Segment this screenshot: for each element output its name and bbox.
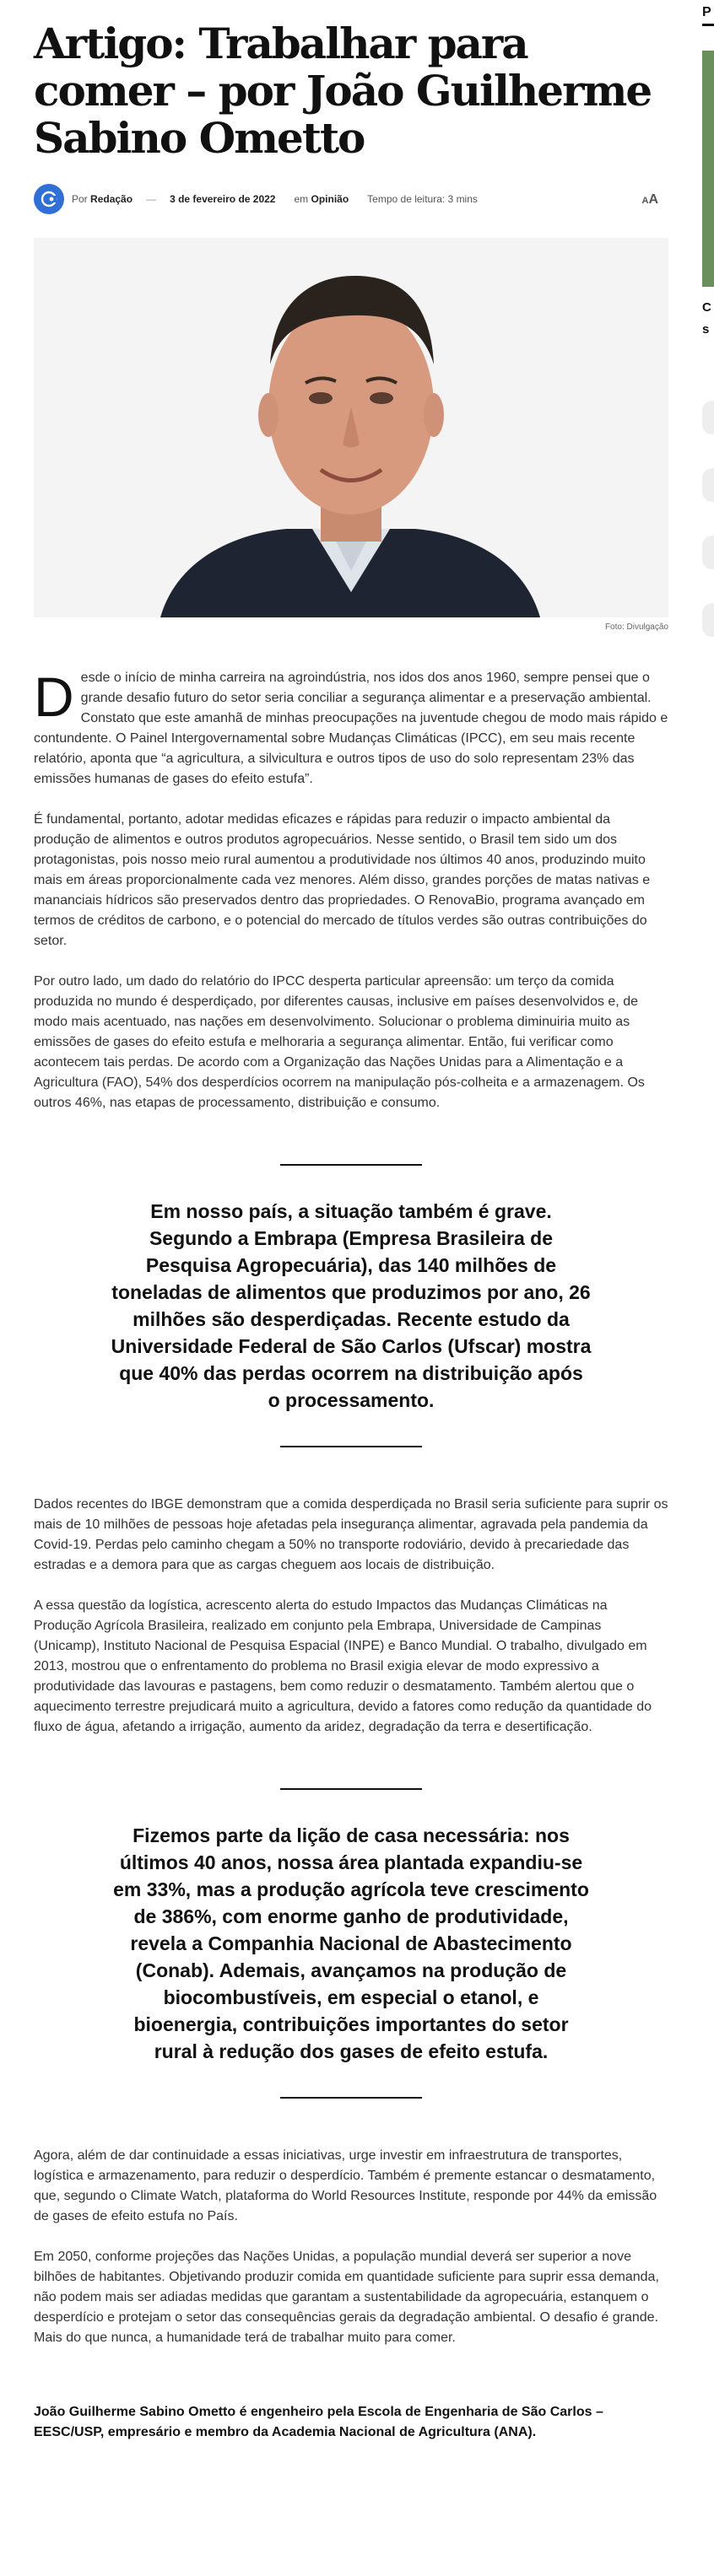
sidebar-list-thumb[interactable] [702,468,714,502]
sidebar-card-title[interactable]: C s [702,300,711,337]
quote-rule [280,1788,422,1790]
quote-rule [280,1446,422,1447]
meta-by: Por [72,193,88,205]
sidebar-list-thumb[interactable] [702,536,714,569]
font-size-large-button[interactable]: A [648,192,658,207]
quote-rule [280,2097,422,2099]
sidebar-tab-label[interactable]: P [702,5,711,19]
paragraph-text: esde o início de minha carreira na agroindústria, nos idos dos anos 1960, sempre pensei que o grande desafio futuro do setor seria conciliar a segurança alimentar e a preservação ambiental. Constato que este amanhã de minhas preocupações na juventude chegou de modo mais rápido e contundente. O Painel Intergovernamental sobre Mudanças Climáticas (IPCC), em seu mais recente relatório, aponta que “a agricultura, a silvicultura e outros tipos de uso do solo representam 23% das emissões humanas de gases do efeito estufa”. [34,671,668,786]
reading-time: Tempo de leitura: 3 mins [367,193,478,205]
featured-image [34,238,668,617]
pull-quote [111,1788,592,2099]
article-body [34,668,668,2443]
sidebar-tab-underline [702,24,714,26]
paragraph: Em 2050, conforme projeções das Nações Unidas, a população mundial deverá ser superior a nove bilhões de habitantes. Objetivando produzir comida em quantidade suficiente para suprir essa demanda, não podem mais ser adiadas medidas que garantam a sustentabilidade da agropecuária, estanquem o desperdício e protejam o setor das consequências gerais da degradação ambiental. O desafio é grande. Mais do que nunca, a humanidade terá de trabalhar muito para comer. [34,2250,659,2345]
paragraph: Dados recentes do IBGE demonstram que a comida desperdiçada no Brasil seria suficiente para suprir os mais de 10 milhões de pessoas hoje afetadas pela insegurança alimentar, agravada pela pandemia da Covid-19. Perdas pelo caminho chegam a 50% no transporte rodoviário, devido à precariedade das estradas e a demora para que as cargas cheguem aos locais de distribuição. [34,1497,668,1572]
meta-in: em [294,193,309,205]
author-bio: João Guilherme Sabino Ometto é engenheiro pela Escola de Engenharia de São Carlos – EESC/USP, empresário e membro da Academia Nacional de Agricultura (ANA). [34,2405,603,2439]
pull-quote-text: Em nosso país, a situação também é grave. Segundo a Embrapa (Empresa Brasileira de Pesquisa Agropecuária), das 140 milhões de toneladas de alimentos que produzimos por ano, 26 milhões são desperdiçadas. Recente estudo da Universidade Federal de São Carlos (Ufscar) mostra que 40% das perdas ocorrem na distribuição após o processamento. [111,1200,592,1411]
font-size-toggle[interactable] [641,192,658,207]
meta-separator: — [146,193,157,205]
paragraph: Por outro lado, um dado do relatório do IPCC desperta particular apreensão: um terço da comida produzida no mundo é desperdiçado, por diferentes causas, inclusive em países desenvolvidos e, de modo mais acentuado, nas nações em desenvolvimento. Solucionar o problema diminuiria muito as emissões de gases do efeito estufa e melhoraria a segurança alimentar. Então, fui verificar como acontecem tais perdas. De acordo com a Organização das Nações Unidas para a Alimentação e a Agricultura (FAO), 54% dos desperdícios ocorrem na manipulação pós-colheita e a armazenagem. Os outros 46%, nas etapas de processamento, distribuição e consumo. [34,974,645,1110]
article-column [34,0,668,2443]
sidebar-list-thumb[interactable] [702,401,714,434]
paragraph: É fundamental, portanto, adotar medidas eficazes e rápidas para reduzir o impacto ambiental da produção de alimentos e outros produtos agropecuários. Nesse sentido, o Brasil tem sido um dos protagonistas, pois nosso meio rural aumentou a produtividade nos últimos 40 anos, produzindo muito mais em áreas proporcionalmente cada vez menores. Além disso, grandes porções de matas nativas e mananciais hídricos são preservados dentro das propriedades. O RenovaBio, programa avançado em termos de créditos de carbono, e o potencial do mercado de títulos verdes são outras contribuições do setor. [34,812,651,948]
author-avatar[interactable] [34,184,64,214]
sidebar-partial [702,0,714,2576]
paragraph [34,668,668,790]
font-size-small-button[interactable]: A [641,196,649,206]
article-title: Artigo: Trabalhar para comer – por João Guilherme Sabino Ometto [34,19,652,163]
sidebar-list-thumb[interactable] [702,603,714,637]
publish-date: 3 de fevereiro de 2022 [170,193,276,205]
photo-caption: Foto: Divulgação [604,622,668,632]
sidebar-card-image[interactable] [702,51,714,287]
article-meta [34,182,668,216]
author-logo-icon [40,190,58,208]
paragraph: Agora, além de dar continuidade a essas iniciativas, urge investir em infraestrutura de transportes, logística e armazenamento, para reduzir o desperdício. Também é premente estancar o desmatamento, que, segundo o Climate Watch, plataforma do World Resources Institute, responde por 44% da emissão de gases de efeito estufa no País. [34,2148,657,2223]
quote-rule [280,1164,422,1166]
pull-quote [111,1164,592,1447]
paragraph: A essa questão da logística, acrescento alerta do estudo Impactos das Mudanças Climáticas na Produção Agrícola Brasileira, realizado em conjunto pela Embrapa, Universidade de Campinas (Unicamp), Instituto Nacional de Pesquisa Espacial (INPE) e Banco Mundial. O trabalho, divulgado em 2013, mostrou que o enfrentamento do problema no Brasil exigia elevar de modo expressivo a produtividade das lavouras e pastagens, bem como reduzir o desmatamento. Também alertou que o aquecimento terrestre prejudicará muito a agricultura, devido a fatores como redução da quantidade do fluxo de água, afetando a irrigação, aumento da aridez, degradação da terra e desertificação. [34,1598,652,1734]
category-link[interactable]: Opinião [311,193,349,205]
portrait-illustration [34,238,668,617]
pull-quote-text: Fizemos parte da lição de casa necessária: nos últimos 40 anos, nossa área plantada expandiu-se em 33%, mas a produção agrícola teve crescimento de 386%, com enorme ganho de produtividade, revela a Companhia Nacional de Abastecimento (Conab). Ademais, avançamos na produção de biocombustíveis, em especial o etanol, e bioenergia, contribuições importantes do setor rural à redução dos gases de efeito estufa. [113,1824,589,2062]
author-link[interactable]: Redação [90,193,133,205]
drop-cap: D [34,666,74,728]
